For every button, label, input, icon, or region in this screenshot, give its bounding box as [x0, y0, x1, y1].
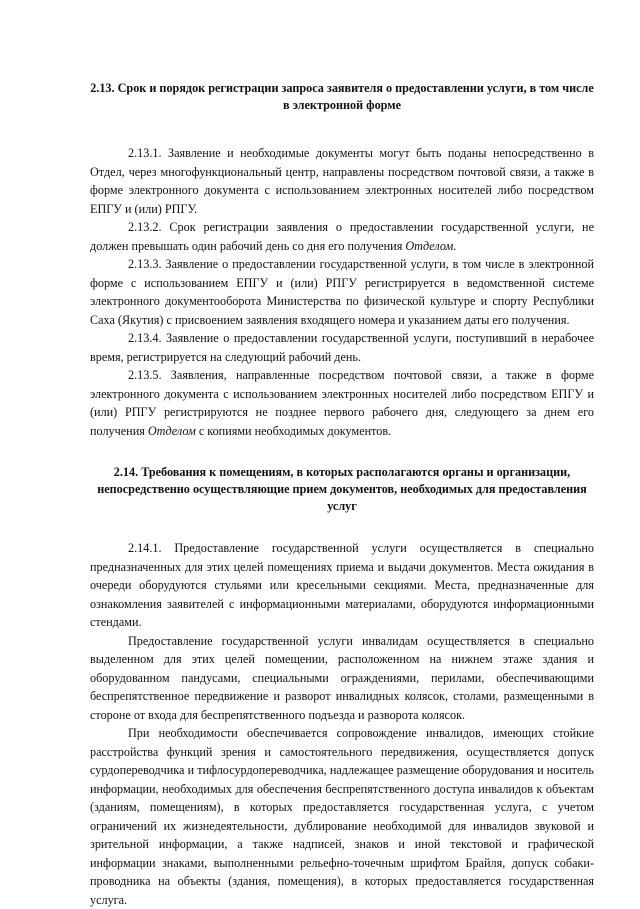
paragraph-2-14-disabled-access: Предоставление государственной услуги инвалидам осуществляется в специально выделенном для этих целей помещении, расположенном на нижнем этаже здания и оборудованном пандусами, специальными ограждениями, перилами, обеспечивающими беспрепятственное передвижение и разворот инвалидных колясок, столами, размещенными в стороне от входа для беспрепятственного подъезда и разворота колясок.: [90, 633, 594, 722]
section-2-13-heading: 2.13. Срок и порядок регистрации запроса заявителя о предоставлении услуги, в том числе в электронной форме: [90, 81, 594, 112]
paragraph-2-13-2: [90, 218, 594, 255]
paragraph-2-13-3: 2.13.3. Заявление о предоставлении государственной услуги, в том числе в электронной форме с использованием ЕПГУ и (или) РПГУ регистрируется в ведомственной системе электронного документооборота Министерства по физической культуре и спорту Республики Саха (Якутия) с присвоением заявления входящего номера и указанием даты его получения.: [90, 257, 594, 327]
paragraph-2-14-1: 2.14.1. Предоставление государственной услуги осуществляется в специально предназначенных для этих целей помещениях приема и выдачи документов. Места ожидания в очереди оборудуются стульями или кресельными секциями. Места, предназначенные для ознакомления заявителей с информационными материалами, оборудуются информационными стендами.: [90, 541, 594, 629]
paragraph-2-13-2-emphasis: Отделом: [405, 238, 454, 253]
paragraph-2-14-accompaniment: При необходимости обеспечивается сопровождение инвалидов, имеющих стойкие расстройства функций зрения и самостоятельного передвижения, осуществляется допуск сурдопереводчика и тифлосурдопереводчика, надлежащее размещение оборудования и носитель информации, необходимых для обеспечения беспрепятственного доступа инвалидов к объектам (зданиям, помещениям), в которых предоставляется государственная услуга, с учетом ограничений их жизнедеятельности, дублирование необходимой для инвалидов звуковой и зрительной информации, а также надписей, знаков и иной текстовой и графической информации знаками, выполненными рельефно-точечным шрифтом Брайля, допуск собаки-проводника на объекты (здания, помещения), в которых предоставляется государственная услуга.: [90, 726, 594, 907]
paragraph-2-13-5-emphasis: Отделом: [147, 423, 196, 438]
paragraph-2-13-5-text: 2.13.5. Заявления, направленные посредством почтовой связи, а также в форме электронного документа с использованием электронных носителей либо посредством ЕПГУ и (или) РПГУ регистрируются не позднее первого рабочего дня, следующего за днем его получения: [90, 368, 594, 438]
paragraph-2-13-4: 2.13.4. Заявление о предоставлении государственной услуги, поступивший в нерабочее время, регистрируется на следующий рабочий день.: [90, 331, 594, 364]
paragraph-2-13-1: 2.13.1. Заявление и необходимые документы могут быть поданы непосредственно в Отдел, через многофункциональный центр, направлены посредством почтовой связи, а также в форме электронного документа с использованием электронных носителей либо посредством ЕПГУ и (или) РПГУ.: [90, 146, 594, 216]
paragraph-2-13-2-text: 2.13.2. Срок регистрации заявления о предоставлении государственной услуги, не должен превышать один рабочий день со дня его получения: [90, 220, 594, 253]
paragraph-2-13-5: [90, 366, 594, 440]
section-2-14-heading: 2.14. Требования к помещениям, в которых располагаются органы и организации, непосредственно осуществляющие прием документов, необходимых для предоставления услуг: [97, 465, 587, 513]
paragraph-2-13-2-end: .: [453, 238, 457, 253]
paragraph-2-13-5-end: с копиями необходимых документов.: [195, 423, 392, 438]
document-page: [90, 80, 594, 909]
